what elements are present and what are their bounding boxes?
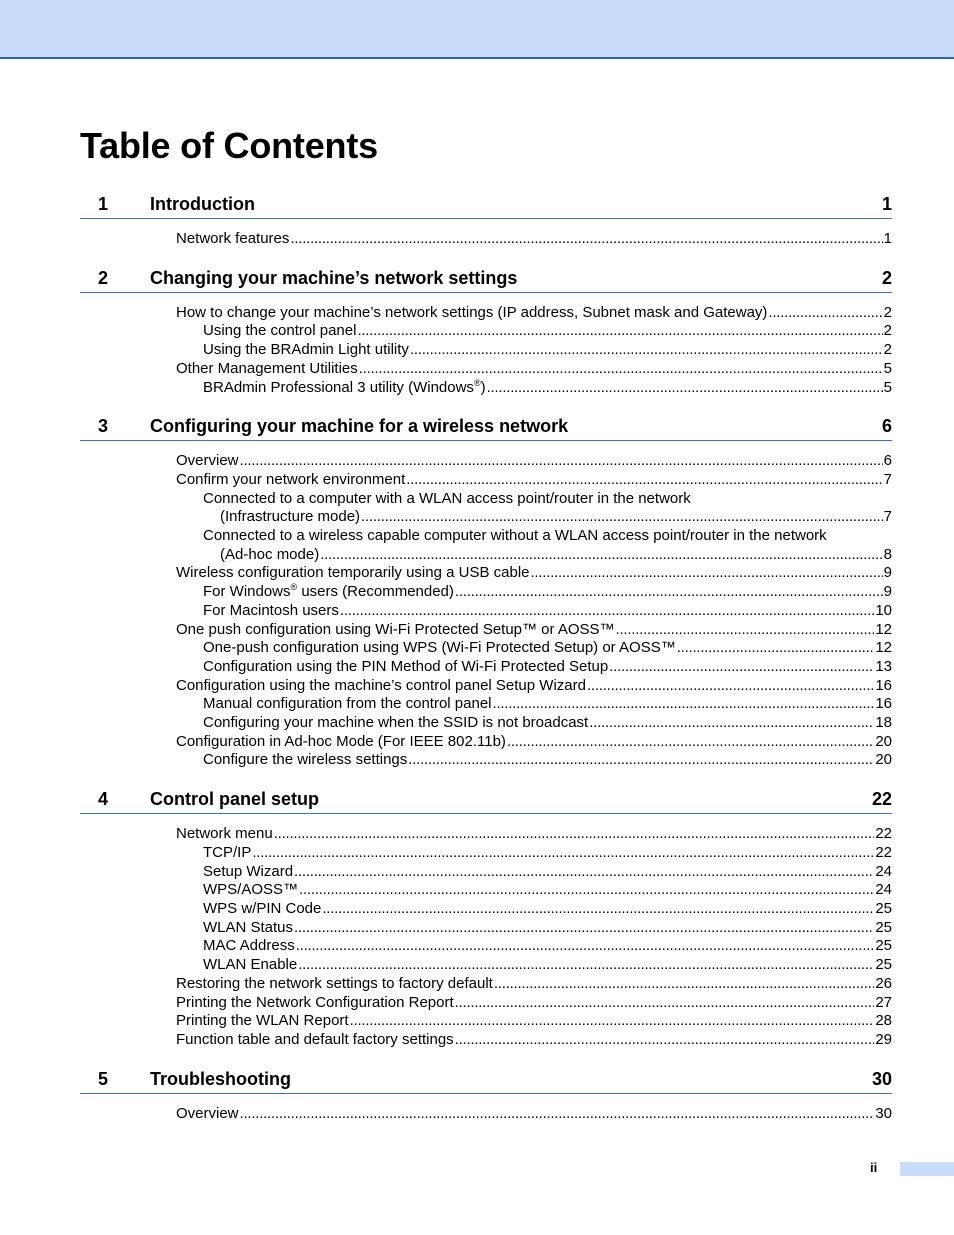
toc-entry-text: For Macintosh users <box>203 601 339 619</box>
dot-leader <box>494 975 874 994</box>
toc-entry-page: 9 <box>883 583 892 601</box>
chapter-title: Changing your machine’s network settings <box>150 267 518 288</box>
toc-entry-page: 1 <box>883 230 892 247</box>
toc-entry-text: Restoring the network settings to factory default <box>176 974 493 992</box>
toc-entry[interactable] <box>80 304 892 323</box>
dot-leader <box>320 546 882 565</box>
toc-entry-title <box>203 658 608 677</box>
toc-entry-page: 22 <box>875 843 892 861</box>
toc-entry-title <box>220 508 360 527</box>
page-title: Table of Contents <box>80 125 378 166</box>
dot-leader <box>294 919 874 938</box>
toc-entry[interactable] <box>80 1012 892 1031</box>
chapter-2 <box>80 268 892 398</box>
toc-entry-page: 25 <box>875 956 892 974</box>
toc-entry[interactable] <box>80 714 892 733</box>
dot-leader <box>299 881 874 900</box>
dot-leader <box>252 844 874 863</box>
chapter-number: 2 <box>98 267 109 288</box>
toc-entry-title <box>203 379 486 398</box>
chapter-4 <box>80 789 892 1049</box>
toc-entry-title <box>203 881 298 900</box>
dot-leader <box>609 658 874 677</box>
dot-leader <box>290 230 882 249</box>
dot-leader <box>531 564 883 583</box>
toc-entry-title <box>176 304 767 323</box>
toc-entry[interactable] <box>80 527 892 546</box>
toc-entry-page: 9 <box>883 564 892 582</box>
dot-leader <box>487 379 883 398</box>
toc-entry-page: 7 <box>883 470 892 488</box>
toc-entry-page: 8 <box>883 545 892 563</box>
toc-entry-page: 24 <box>875 881 892 899</box>
toc-entry[interactable] <box>80 863 892 882</box>
toc-entry-page: 5 <box>883 359 892 377</box>
toc-entry-text: WPS/AOSS™ <box>203 881 299 899</box>
toc-entry-page: 20 <box>875 751 892 769</box>
toc-entry-page: 20 <box>875 732 892 750</box>
toc-entry-title <box>176 360 358 379</box>
toc-entry-text: For Windows <box>203 583 291 601</box>
toc-entry-suffix: ) <box>480 378 486 396</box>
toc-entry-text: Overview <box>176 452 239 470</box>
toc-entry-title <box>203 919 293 938</box>
dot-leader <box>298 956 874 975</box>
toc-entry-text: WLAN Enable <box>203 956 298 974</box>
chapter-page-number: 1 <box>881 194 892 214</box>
chapter-heading[interactable] <box>80 1069 892 1094</box>
dot-leader <box>274 825 875 844</box>
toc-entry-title <box>203 956 297 975</box>
toc-entry-text: Connected to a wireless capable computer without a WLAN access point/router in the network <box>203 527 827 545</box>
toc-entry[interactable] <box>80 975 892 994</box>
toc-entry-page: 6 <box>883 452 892 470</box>
toc-entry-title <box>203 937 295 956</box>
toc-entry[interactable] <box>80 639 892 658</box>
toc-entry-text: Using the BRAdmin Light utility <box>203 341 409 359</box>
toc-entry-text: Confirm your network environment <box>176 470 406 488</box>
dot-leader <box>322 900 874 919</box>
toc-entry-text: (Infrastructure mode) <box>220 508 361 526</box>
dot-leader <box>768 304 882 323</box>
dot-leader <box>616 621 875 640</box>
toc-entry-title <box>176 1012 349 1031</box>
toc-entry-page: 22 <box>875 825 892 843</box>
dot-leader <box>677 639 875 658</box>
toc-entry-title <box>203 751 407 770</box>
chapter-page-number: 30 <box>871 1068 892 1089</box>
toc-entry-text: Network menu <box>176 825 273 843</box>
toc-entry-text: (Ad-hoc mode) <box>220 545 320 563</box>
toc-entry-text: Printing the Network Configuration Report <box>176 993 454 1011</box>
toc-entry-page: 2 <box>883 341 892 359</box>
dot-leader <box>357 322 882 341</box>
toc-entry-text: Manual configuration from the control panel <box>203 695 492 713</box>
header-band <box>0 0 954 59</box>
dot-leader <box>493 695 875 714</box>
toc-entry-page: 16 <box>875 695 892 713</box>
toc-entry[interactable] <box>80 937 892 956</box>
chapter-page-number: 22 <box>871 789 892 810</box>
dot-leader <box>455 994 875 1013</box>
toc-entry-page: 25 <box>875 899 892 917</box>
toc-entry-page: 25 <box>875 937 892 955</box>
toc-entry[interactable] <box>80 695 892 714</box>
chapter-number: 3 <box>98 416 109 437</box>
toc-entry-page: 7 <box>883 508 892 526</box>
registered-mark: ® <box>290 582 298 593</box>
toc-entry-text: Function table and default factory settings <box>176 1030 454 1048</box>
dot-leader <box>589 714 874 733</box>
toc-entry-page: 29 <box>875 1030 892 1048</box>
chapter-title: Configuring your machine for a wireless network <box>150 416 569 437</box>
toc-entry[interactable] <box>80 900 892 919</box>
dot-leader <box>361 508 883 527</box>
dot-leader <box>408 751 874 770</box>
toc-entry-title <box>220 546 319 565</box>
toc-entry-page: 10 <box>875 601 892 619</box>
toc-entry-title <box>176 677 586 696</box>
toc-entry-title <box>176 733 506 752</box>
chapter-heading[interactable] <box>80 268 892 293</box>
dot-leader <box>406 471 882 490</box>
toc-entry[interactable] <box>80 490 892 509</box>
toc-entry-title <box>203 490 691 509</box>
toc-entry-title <box>203 714 588 733</box>
toc-entry[interactable] <box>80 546 892 565</box>
chapter-heading[interactable] <box>80 789 892 814</box>
dot-leader <box>240 1105 875 1124</box>
chapter-heading[interactable] <box>80 416 892 441</box>
toc-entry-text: Wireless configuration temporarily using a USB cable <box>176 564 530 582</box>
toc-entry-text: How to change your machine’s network settings (IP address, Subnet mask and Gateway) <box>176 303 768 321</box>
dot-leader <box>296 937 875 956</box>
toc-entry[interactable] <box>80 583 892 602</box>
toc-entry[interactable] <box>80 881 892 900</box>
toc-entry-text: MAC Address <box>203 937 295 955</box>
toc-entry-page: 30 <box>875 1104 892 1122</box>
toc-entry-title <box>203 863 293 882</box>
chapter-title: Control panel setup <box>150 789 320 810</box>
toc-entry-text: One-push configuration using WPS (Wi-Fi Protected Setup) or AOSS™ <box>203 639 676 657</box>
toc-entry-page: 27 <box>875 993 892 1011</box>
toc-entry-title <box>176 1105 239 1124</box>
page-number: ii <box>870 1160 878 1175</box>
toc-entry[interactable] <box>80 602 892 621</box>
toc-entry[interactable] <box>80 677 892 696</box>
toc-entry-page: 18 <box>875 714 892 732</box>
toc-entry-text: Connected to a computer with a WLAN access point/router in the network <box>203 489 691 507</box>
toc-entry[interactable] <box>80 751 892 770</box>
toc-entry-title <box>176 230 289 249</box>
toc-entry-text: WLAN Status <box>203 918 294 936</box>
toc-entry-title <box>176 994 454 1013</box>
toc-entry-title <box>176 471 405 490</box>
chapter-3 <box>80 416 892 770</box>
toc-entry-text: Other Management Utilities <box>176 359 358 377</box>
dot-leader <box>359 360 883 379</box>
toc-entry[interactable] <box>80 994 892 1013</box>
toc-entry-text: Configuration using the PIN Method of Wi-Fi Protected Setup <box>203 657 609 675</box>
toc-entry-title <box>176 564 530 583</box>
toc-entry-text: Configuration using the machine’s control panel Setup Wizard <box>176 676 586 694</box>
toc-entry-title <box>176 975 493 994</box>
toc-entry-suffix: users (Recommended) <box>297 583 454 601</box>
toc-entry-title <box>203 527 827 546</box>
toc-entry[interactable] <box>80 471 892 490</box>
toc-entry-title <box>203 900 321 919</box>
toc-entry[interactable] <box>80 322 892 341</box>
chapter-number: 4 <box>98 789 109 810</box>
dot-leader <box>507 733 874 752</box>
toc-entry-page: 26 <box>875 974 892 992</box>
dot-leader <box>455 583 883 602</box>
dot-leader <box>240 452 883 471</box>
toc-entry[interactable] <box>80 230 892 249</box>
chapter-page-number: 6 <box>881 416 892 437</box>
toc-entry[interactable] <box>80 621 892 640</box>
toc-entry[interactable] <box>80 733 892 752</box>
toc-entry-title <box>176 825 273 844</box>
toc-entry[interactable] <box>80 341 892 360</box>
chapter-5 <box>80 1069 892 1124</box>
toc-entry-page: 12 <box>875 620 892 638</box>
dot-leader <box>455 1031 875 1050</box>
toc-entry-title <box>203 322 356 341</box>
toc-entry-text: Using the control panel <box>203 322 357 340</box>
toc-entry[interactable] <box>80 452 892 471</box>
toc-entry-text: Overview <box>176 1104 239 1122</box>
toc-entry[interactable] <box>80 508 892 527</box>
toc-entry-text: Network features <box>176 230 290 247</box>
chapter-title: Introduction <box>150 194 255 214</box>
toc-entry-page: 25 <box>875 918 892 936</box>
toc-entry-text: WPS w/PIN Code <box>203 899 322 917</box>
toc-entry[interactable] <box>80 1031 892 1050</box>
toc-entry-title <box>203 341 409 360</box>
toc-entry[interactable] <box>80 956 892 975</box>
toc-entry-page: 2 <box>883 322 892 340</box>
toc-entry[interactable] <box>80 1105 892 1124</box>
toc-entry-title <box>176 452 239 471</box>
toc-entry-title <box>203 583 454 602</box>
toc-entry[interactable] <box>80 844 892 863</box>
toc-entry-text: BRAdmin Professional 3 utility (Windows <box>203 378 474 396</box>
toc-entry-text: Configuration in Ad-hoc Mode (For IEEE 802.11b) <box>176 732 506 750</box>
toc-entry-title <box>203 695 492 714</box>
toc-entry[interactable] <box>80 360 892 379</box>
dot-leader <box>350 1012 875 1031</box>
dot-leader <box>410 341 883 360</box>
toc-entry-text: TCP/IP <box>203 843 252 861</box>
toc-entry-page: 12 <box>875 639 892 657</box>
chapter-number: 1 <box>98 194 109 214</box>
corner-tab <box>900 1162 954 1176</box>
chapter-heading[interactable] <box>80 194 892 219</box>
toc-entry-text: Setup Wizard <box>203 862 294 880</box>
registered-mark: ® <box>473 377 481 388</box>
toc-entry-page: 24 <box>875 862 892 880</box>
toc-entry[interactable] <box>80 919 892 938</box>
toc-entry-title <box>176 621 615 640</box>
chapter-title: Troubleshooting <box>150 1068 291 1089</box>
dot-leader <box>340 602 874 621</box>
toc-entry[interactable] <box>80 379 892 398</box>
toc-entry-page: 13 <box>875 657 892 675</box>
toc-entry-page: 28 <box>875 1012 892 1030</box>
chapter-1 <box>80 194 892 249</box>
toc-entry[interactable] <box>80 825 892 844</box>
toc-entry-page: 16 <box>875 676 892 694</box>
toc-entry[interactable] <box>80 658 892 677</box>
chapter-page-number: 2 <box>881 267 892 288</box>
dot-leader <box>294 863 874 882</box>
toc-entry-page: 2 <box>883 303 892 321</box>
toc-entry-title <box>176 1031 454 1050</box>
toc-entry-text: Printing the WLAN Report <box>176 1012 349 1030</box>
toc-entry-title <box>203 639 676 658</box>
toc-entry-text: One push configuration using Wi-Fi Protected Setup™ or AOSS™ <box>176 620 615 638</box>
chapter-number: 5 <box>98 1068 109 1089</box>
toc-entry-title <box>203 844 251 863</box>
toc-entry-text: Configure the wireless settings <box>203 751 408 769</box>
toc-entry-title <box>203 602 339 621</box>
table-of-contents <box>80 194 892 1142</box>
dot-leader <box>587 677 874 696</box>
toc-entry-text: Configuring your machine when the SSID is not broadcast <box>203 714 589 732</box>
toc-entry-page: 5 <box>883 378 892 396</box>
toc-entry[interactable] <box>80 564 892 583</box>
